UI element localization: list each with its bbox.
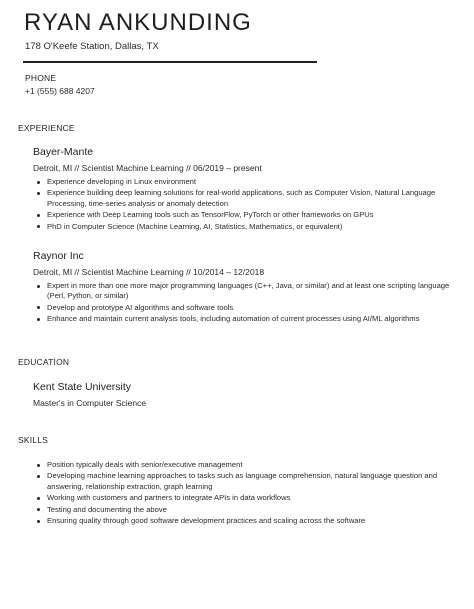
job-bullet: Develop and prototype AI algorithms and software tools xyxy=(33,303,453,313)
job-meta: Detroit, MI // Scientist Machine Learning // 10/2014 – 12/2018 xyxy=(33,267,265,277)
degree: Master's in Computer Science xyxy=(33,398,147,408)
job-bullet: Enhance and maintain current analysis tools, including automation of current processes using AI/ML algorithms xyxy=(33,314,453,324)
job-meta: Detroit, MI // Scientist Machine Learning // 06/2019 – present xyxy=(33,163,262,173)
education-entry xyxy=(33,381,146,409)
skill-item: Working with customers and partners to integrate APIs in data workflows xyxy=(33,493,453,503)
header-divider xyxy=(23,61,317,63)
address: 178 O'Keefe Station, Dallas, TX xyxy=(25,41,159,52)
company-name: Raynor Inc xyxy=(33,250,84,262)
job-bullet: Experience developing in Linux environment xyxy=(33,177,453,187)
skills-list xyxy=(33,460,453,526)
phone-label: PHONE xyxy=(25,73,57,83)
skill-item: Position typically deals with senior/executive management xyxy=(33,460,453,470)
job-bullets xyxy=(33,281,453,325)
job-bullets xyxy=(33,177,453,232)
skills-heading: SKILLS xyxy=(18,435,49,445)
job-bullet: Experience building deep learning solutions for real-world applications, such as Computer Vision, Natural Language Processing, time-series analysis or anomaly detection xyxy=(33,188,453,209)
company-name: Bayer-Mante xyxy=(33,146,94,158)
school-name: Kent State University xyxy=(33,381,132,393)
skill-item: Testing and documenting the above xyxy=(33,505,453,515)
phone-number: +1 (555) 688 4207 xyxy=(25,86,95,96)
skills-list-wrapper xyxy=(33,457,453,527)
experience-heading: EXPERIENCE xyxy=(18,123,75,133)
skill-item: Developing machine learning approaches to tasks such as language comprehension, natural language question and answering, relationship extraction, graph learning xyxy=(33,471,453,492)
skill-item: Ensuring quality through good software development practices and scaling across the software xyxy=(33,516,453,526)
job-entry xyxy=(33,146,453,233)
education-heading: EDUCATION xyxy=(18,357,70,367)
job-entry xyxy=(33,250,453,326)
job-bullet: Experience with Deep Learning tools such as TensorFlow, PyTorch or other frameworks on GPUs xyxy=(33,210,453,220)
job-bullet: Expert in more than one more major programming languages (C++, Java, or similar) and at least one scripting language (Perl, Python, or similar) xyxy=(33,281,453,302)
candidate-name: RYAN ANKUNDING xyxy=(24,9,252,36)
job-bullet: PhD in Computer Science (Machine Learning, AI, Statistics, Mathematics, or equivalent) xyxy=(33,222,453,232)
